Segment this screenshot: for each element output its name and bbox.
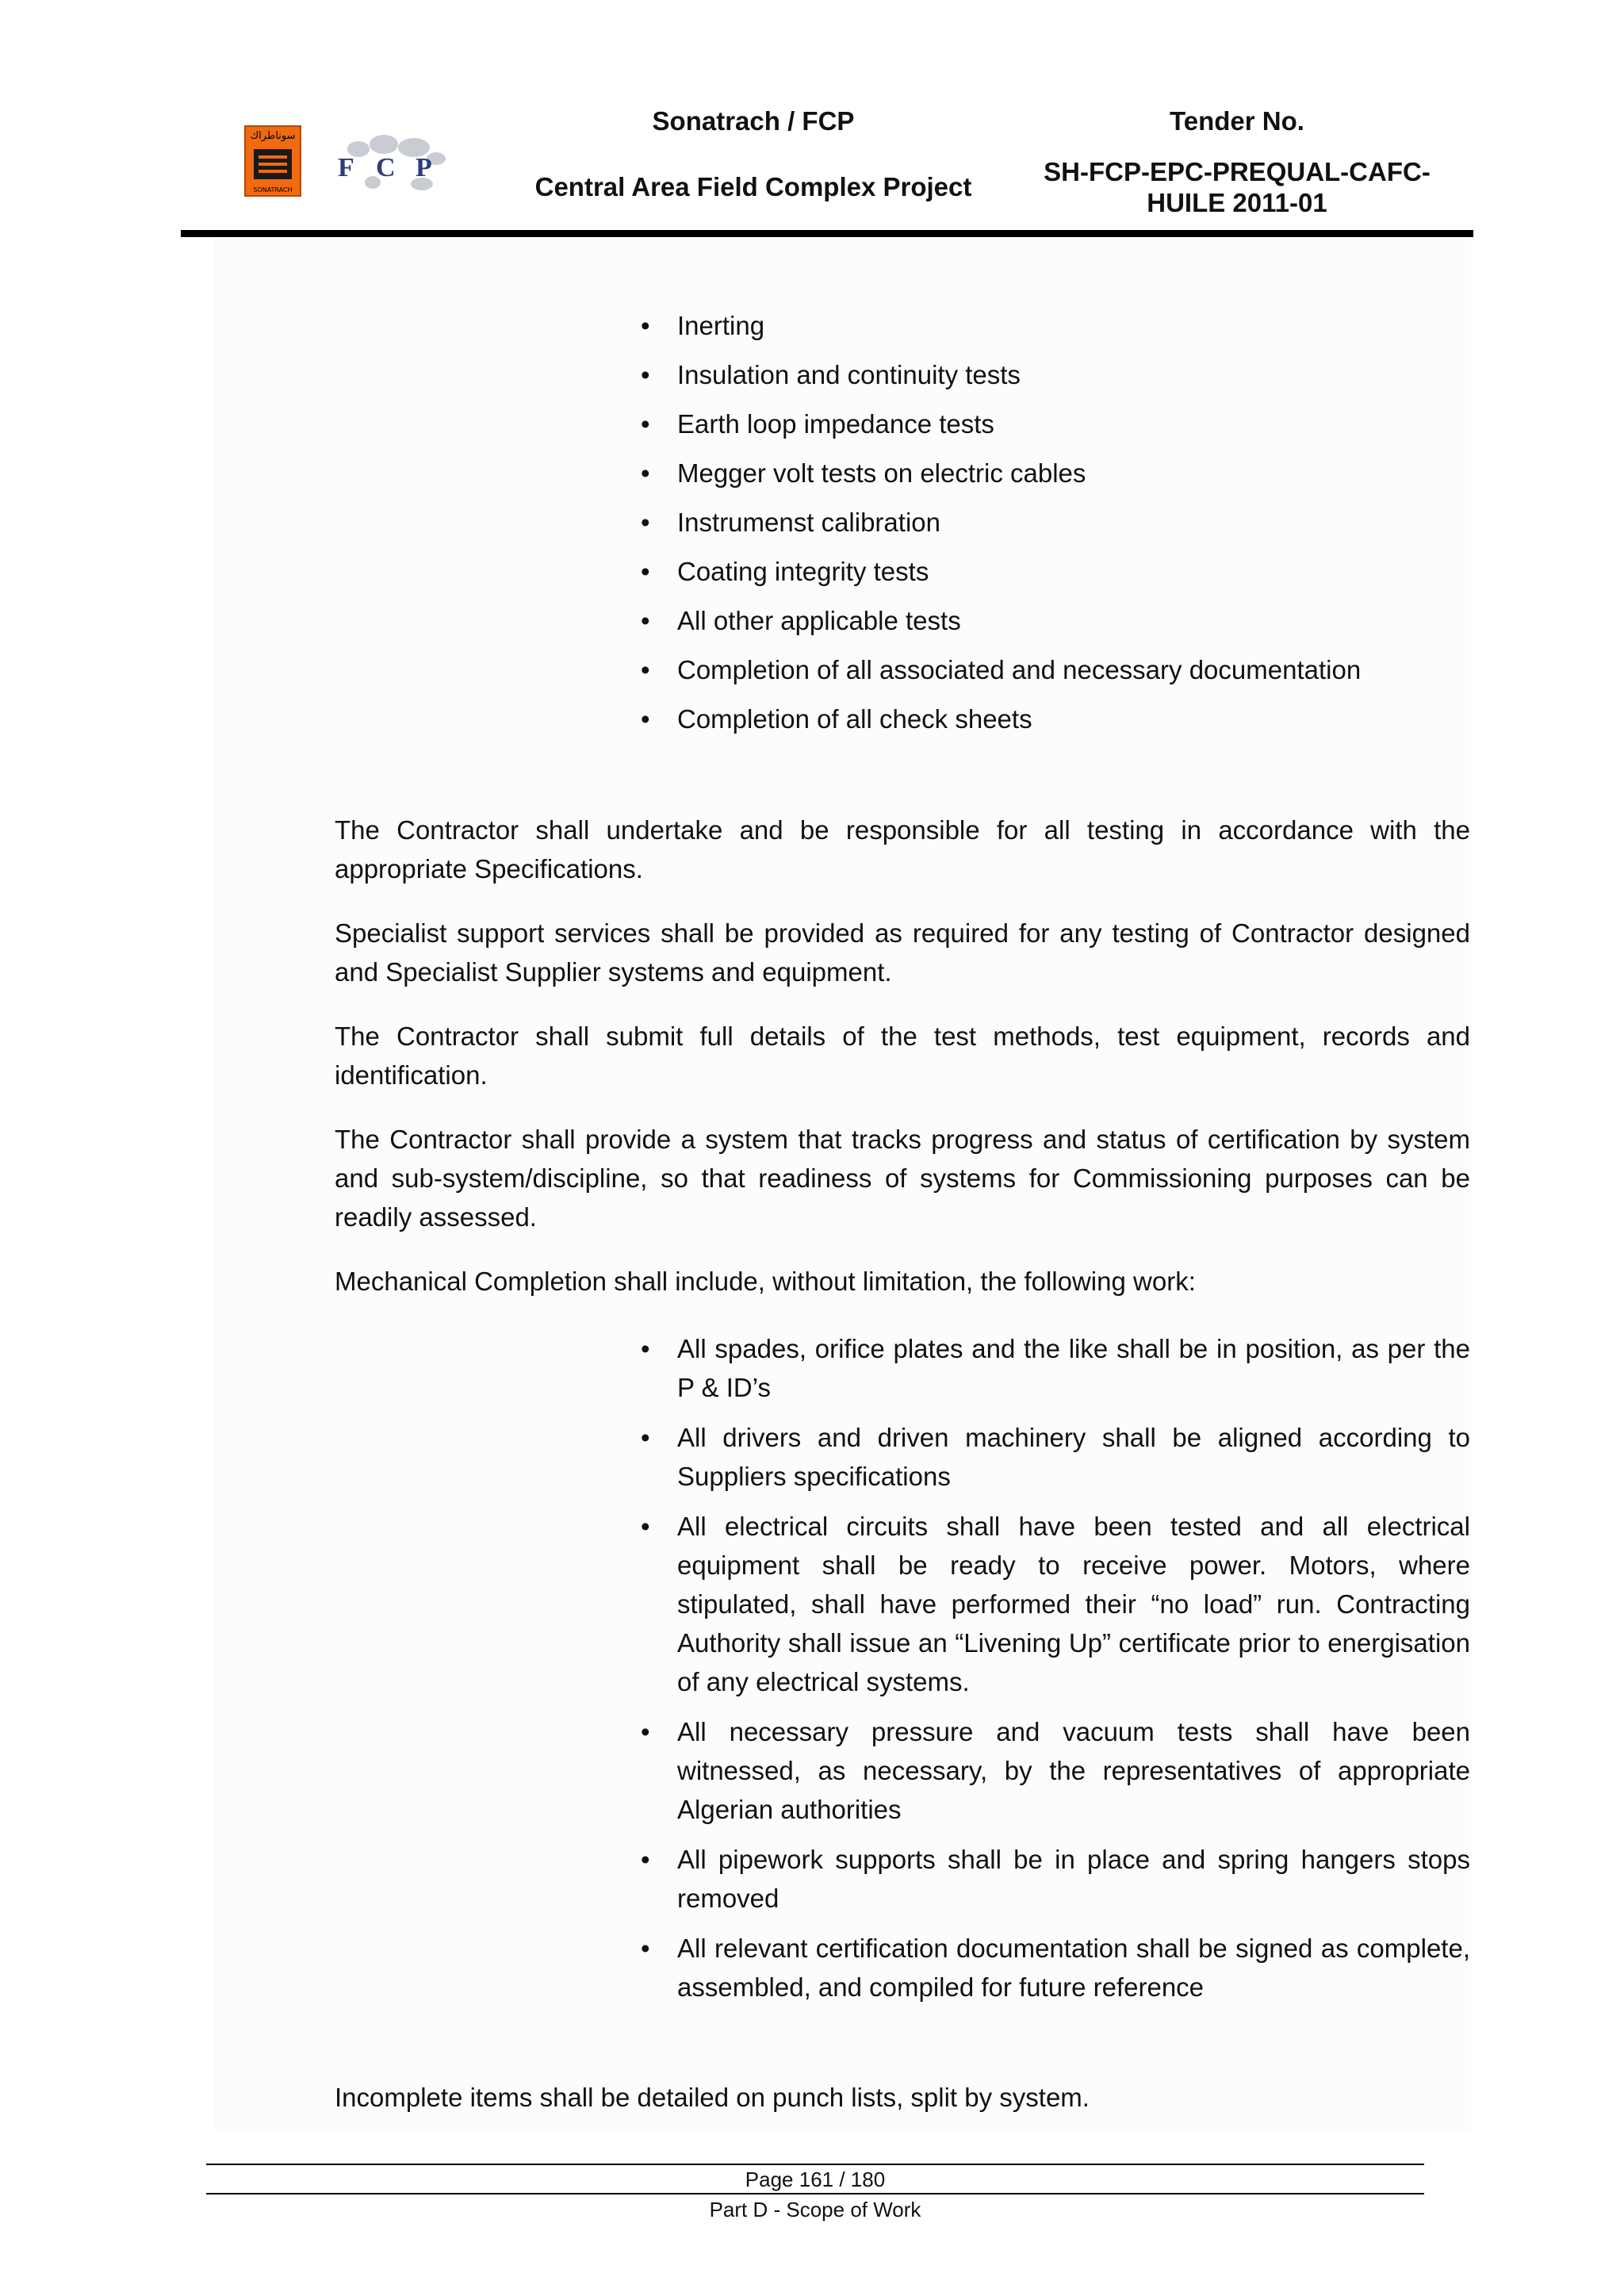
sonatrach-logo-arabic: سوناطراك [250,130,296,142]
footer-section: Part D - Scope of Work [709,2198,921,2221]
paragraph-certification-tracking: The Contractor shall provide a system that tracks progress and status of certification by system and sub-system/discipline, so that readiness of systems for Commissioning purposes can be readily assessed. [335,1125,1470,1232]
header-company: Sonatrach / FCP [652,106,855,136]
sonatrach-logo-word: SONATRACH [253,186,293,194]
list-item: • All necessary pressure and vacuum tests shall have been witnessed, as necessary, by the representatives of appropriate Algerian authorities [634,1712,1470,1829]
list-item: • Earth loop impedance tests [634,404,1470,454]
sonatrach-logo [244,125,301,197]
list-item: • Completion of all check sheets [634,700,1470,749]
bullet-icon: • [641,1334,650,1363]
bullet-icon: • [641,1934,650,1963]
bullet-icon: • [641,508,650,537]
bullet-icon: • [641,655,650,684]
paragraph-mechanical-completion: Mechanical Completion shall include, without limitation, the following work: [335,1267,1196,1296]
header-tender-number-line2: HUILE 2011-01 [1147,188,1327,217]
header-tender-label: Tender No. [1170,106,1304,136]
fcp-logo [327,127,454,200]
sonatrach-mark-icon [254,149,292,179]
mechanical-completion-list [634,1329,1470,2018]
footer-rule-top [206,2164,1424,2165]
header-project: Central Area Field Complex Project [534,172,972,201]
bullet-icon: • [641,360,650,389]
fcp-logo-p: P [416,153,432,182]
list-item: • All spades, orifice plates and the like shall be in position, as per the P & ID’s [634,1329,1470,1407]
bullet-icon: • [641,409,650,439]
paragraph-punch-lists: Incomplete items shall be detailed on punch lists, split by system. [335,2083,1090,2112]
header-tender-number-line1: SH-FCP-EPC-PREQUAL-CAFC- [1044,157,1431,186]
paragraph-testing-responsibility: The Contractor shall undertake and be responsible for all testing in accordance with the appropriate Specifications. [335,815,1470,884]
footer-page-number: Page 161 / 180 [745,2168,886,2191]
paragraph-specialist-support: Specialist support services shall be provided as required for any testing of Contractor designed and Specialist Supplier systems and equipment. [335,918,1470,987]
list-item: • Completion of all associated and necessary documentation [634,650,1470,700]
page-header [0,0,1624,238]
bullet-icon: • [641,704,650,734]
bullet-icon: • [641,1423,650,1452]
list-item: • Inerting [634,306,1470,355]
fcp-logo-f: F [338,153,354,182]
bullet-icon: • [641,458,650,488]
bullet-icon: • [641,1717,650,1746]
bullet-icon: • [641,311,650,340]
list-item: • All electrical circuits shall have been tested and all electrical equipment shall be ready to receive power. Motors, where stipulated, shall have performed their “no load” run. Contracting Authority shall issue an “Livening Up” certificate prior to energisation of any electrical systems. [634,1507,1470,1701]
list-item: • Instrumenst calibration [634,503,1470,552]
fcp-logo-c: C [376,153,396,182]
list-item: • All other applicable tests [634,601,1470,650]
test-activities-list [634,306,1470,749]
list-item: • All relevant certification documentation shall be signed as complete, assembled, and compiled for future reference [634,1929,1470,2007]
list-item: • Insulation and continuity tests [634,355,1470,404]
footer-rule-bottom [206,2193,1424,2194]
bullet-icon: • [641,1512,650,1541]
bullet-icon: • [641,1845,650,1874]
header-rule [181,230,1473,237]
list-item: • All pipework supports shall be in place and spring hangers stops removed [634,1840,1470,1918]
paragraph-test-details: The Contractor shall submit full details of the test methods, test equipment, records and identification. [335,1022,1470,1090]
list-item: • Megger volt tests on electric cables [634,454,1470,503]
list-item: • All drivers and driven machinery shall be aligned according to Suppliers specifications [634,1418,1470,1496]
bullet-icon: • [641,557,650,586]
bullet-icon: • [641,606,650,635]
list-item: • Coating integrity tests [634,552,1470,601]
